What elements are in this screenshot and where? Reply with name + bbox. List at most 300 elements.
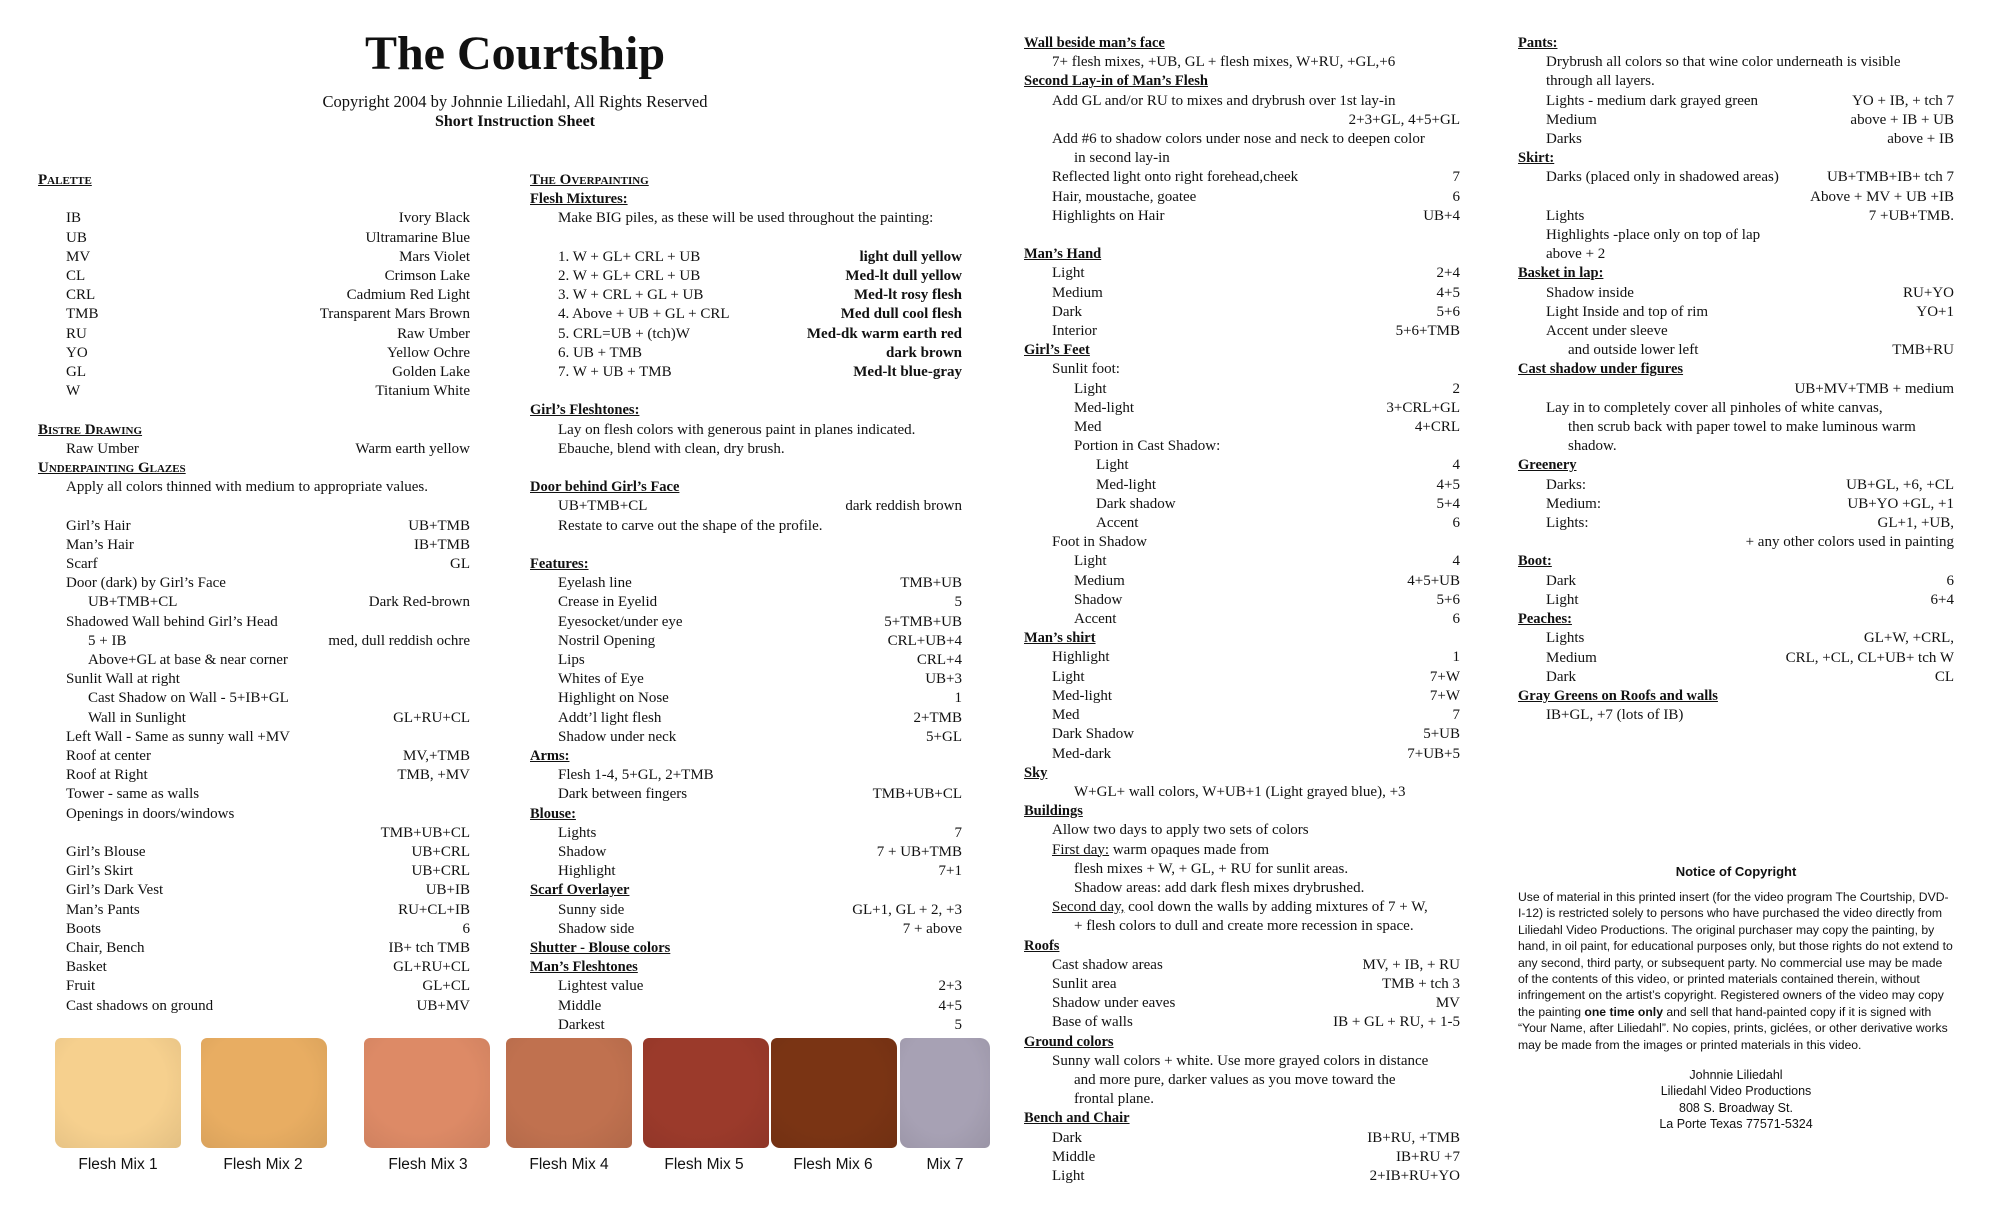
basket-row-label: Light Inside and top of rim [1546,303,1709,320]
bench-row-value: IB+RU +7 [1395,1148,1460,1165]
second-layin-heading: Second Lay-in of Man’s Flesh [1024,73,1208,90]
openings-line: Openings in doors/windows [66,805,235,822]
glaze-row [38,939,470,958]
glaze-row-label: Basket [66,959,107,976]
feature-row [530,689,962,708]
roof-row [1024,1013,1460,1032]
palette-row [38,344,470,363]
man-flesh-row [530,977,962,996]
foot-shadow-row-value: 4 [1452,553,1460,570]
bench-row-label: Middle [1052,1148,1096,1165]
second-row [1024,207,1460,226]
greenery-row-value: UB+YO +GL, +1 [1847,495,1954,512]
signature-name: Johnnie Liliedahl [1689,1068,1783,1083]
mix-row-value: Med-lt blue-gray [853,364,962,381]
blouse-row [530,862,962,881]
wall-line: 7+ flesh mixes, +UB, GL + flesh mixes, W+RU, +GL,+6 [1052,54,1396,71]
ground-line-2: and more pure, darker values as you move toward the [1074,1071,1396,1088]
mix-row-label: 3. W + CRL + GL + UB [558,287,704,304]
shadowed-wall-label: Shadowed Wall behind Girl’s Head [66,613,278,630]
feature-row-label: Addt’l light flesh [558,709,662,726]
palette-row-value: Raw Umber [397,325,470,342]
basket-row [1518,303,1954,322]
skirt-dark-row: Darks (placed only in shadowed areas) UB+TMB+IB+ tch 7 [1546,169,1954,186]
greenery-row-value: UB+GL, +6, +CL [1846,476,1954,493]
foot-shadow-label: Foot in Shadow [1052,534,1148,551]
swatch-label: Mix 7 [926,1156,964,1173]
second-day-label: Second day, [1052,899,1125,916]
glaze-row-value: UB+CRL [411,863,470,880]
roof-row-value: MV, + IB, + RU [1362,956,1460,973]
glaze-row-label: Girl’s Hair [66,517,131,534]
roof-row-value: MV [1435,995,1460,1012]
second-day-line: Second day, cool down the walls by adding mixtures of 7 + W, [1052,899,1428,916]
palette-row-value: Yellow Ochre [386,344,470,361]
glaze-row-value: GL+CL [422,978,470,995]
greenery-row [1518,514,1954,533]
above-gl-line: Above+GL at base & near corner [88,652,288,669]
swatch-label: Flesh Mix 4 [529,1156,609,1173]
blouse-row-value: 7+1 [938,863,962,880]
signature-city: La Porte Texas 77571-5324 [1659,1117,1813,1132]
sunlit-foot-row-label: Light [1074,380,1107,397]
hand-row-label: Dark [1052,303,1082,320]
glaze-row [38,997,470,1016]
palette-row [38,229,470,248]
swatch-flesh-mix-5 [643,1038,769,1148]
man-fleshtones-heading: Man’s Fleshtones [530,959,638,976]
palette-row-label: CRL [66,287,96,304]
roof-row [1024,975,1460,994]
signature-street: 808 S. Broadway St. [1679,1100,1793,1115]
feature-row-value: 1 [954,690,962,707]
bench-row-label: Light [1052,1167,1085,1184]
notice-emphasis: one time only [1584,1004,1663,1019]
bench-row-value: 2+IB+RU+YO [1369,1167,1460,1184]
palette-row [38,305,470,324]
man-flesh-row-value: 4+5 [938,997,962,1014]
cast-shadow-value: UB+MV+TMB + medium [1794,380,1954,397]
palette-row-value: Mars Violet [399,248,470,265]
foot-shadow-row-label: Shadow [1074,591,1123,608]
column-palette [38,171,470,1016]
peaches-row-value: CL [1934,668,1954,685]
feature-row-label: Lips [558,652,585,669]
greenery-extra: + any other colors used in painting [1745,534,1954,551]
portion-row [1024,476,1460,495]
glaze-row [38,862,470,881]
sunlit-foot-row-value: 3+CRL+GL [1386,399,1460,416]
man-flesh-row-value: 5 [954,1016,962,1033]
door-row: UB+TMB+CL dark reddish brown [558,498,962,515]
scarf-row-label: Sunny side [558,901,625,918]
portion-row [1024,495,1460,514]
bench-heading: Bench and Chair [1024,1110,1130,1127]
roof-row-label: Base of walls [1052,1014,1133,1031]
palette-row-label: MV [66,248,91,265]
skirt-lights-row: Lights 7 +UB+TMB. [1546,207,1954,224]
gray-greens-heading: Gray Greens on Roofs and walls [1518,687,1718,704]
glaze-row [38,517,470,536]
girl-fleshtones-heading: Girl’s Fleshtones: [530,402,640,419]
glaze-row-label: Chair, Bench [66,940,145,957]
shirt-row-label: Highlight [1052,649,1110,666]
mix-row [530,305,962,324]
swatch-flesh-mix-2 [201,1038,327,1148]
openings-value: TMB+UB+CL [380,824,470,841]
shirt-row-label: Med-light [1052,687,1112,704]
roof-row-value: TMB, +MV [397,767,470,784]
mix-row [530,325,962,344]
swatch-flesh-mix-6 [771,1038,897,1148]
notice-title: Notice of Copyright [1675,864,1797,879]
hand-row [1024,284,1460,303]
door-line: Restate to carve out the shape of the profile. [558,517,823,534]
glaze-row-value: UB+TMB [408,517,470,534]
pants-heading: Pants: [1518,35,1558,51]
arms-row: Dark between fingers TMB+UB+CL [558,786,962,803]
door-heading: Door behind Girl’s Face [530,479,680,496]
feature-row-label: Crease in Eyelid [558,594,658,611]
greenery-row-value: GL+1, +UB, [1877,515,1954,532]
ground-line-1: Sunny wall colors + white. Use more grayed colors in distance [1052,1052,1429,1069]
shirt-row [1024,706,1460,725]
feature-row [530,728,962,747]
girl-line-2: Ebauche, blend with clean, dry brush. [558,440,785,457]
palette-row-label: TMB [66,306,99,323]
palette-row [38,286,470,305]
glaze-row-value: RU+CL+IB [398,901,470,918]
palette-heading: Palette [38,172,92,188]
man-flesh-row-value: 2+3 [938,978,962,995]
glaze-row [38,901,470,920]
scarf-row-value: 7 + above [902,920,962,937]
feature-row-label: Highlight on Nose [558,690,669,707]
column-man [1024,34,1460,1186]
boot-row-label: Dark [1546,572,1576,589]
feature-row [530,651,962,670]
shirt-row-value: 5+UB [1423,726,1460,743]
second-row-value: 7 [1452,169,1460,186]
notice-signature [1518,1067,1954,1133]
greenery-row-label: Darks: [1546,476,1586,493]
hand-row [1024,303,1460,322]
palette-row-label: YO [66,344,88,361]
column-overpainting [530,171,962,1035]
blouse-heading: Blouse: [530,805,576,822]
hand-row-label: Light [1052,265,1085,282]
underpainting-heading: Underpainting Glazes [38,460,186,477]
feature-row-value: CRL+UB+4 [887,632,962,649]
sunlit-foot-row [1024,380,1460,399]
boot-row-label: Light [1546,591,1579,608]
blouse-row-value: 7 [954,824,962,841]
swatch-strip [38,1038,988,1178]
feature-row-label: Eyesocket/under eye [558,613,683,630]
feature-row-value: 5 [954,594,962,611]
feature-row [530,574,962,593]
mix-row-value: Med-lt dull yellow [845,268,962,284]
skirt-heading: Skirt: [1518,150,1555,167]
shadowed-wall-row: 5 + IB med, dull reddish ochre [88,632,470,649]
basket-heading: Basket in lap: [1518,265,1604,282]
peaches-row [1518,668,1954,687]
feature-row [530,632,962,651]
hand-row [1024,322,1460,341]
glaze-row-label: Boots [66,920,102,937]
pants-line-2: through all layers. [1546,73,1655,90]
feature-row-label: Shadow under neck [558,728,677,745]
hand-row-label: Medium [1052,284,1103,301]
mix-row-value: Med dull cool flesh [840,306,962,323]
pants-row [1518,111,1954,130]
palette-row-label: CL [66,268,86,284]
second-row [1024,188,1460,207]
shirt-heading: Man’s shirt [1024,630,1096,647]
peaches-row-label: Lights [1546,630,1585,647]
shirt-row-label: Med [1052,707,1080,724]
palette-row [38,363,470,382]
palette-row-value: Golden Lake [392,364,470,381]
portion-row-label: Accent [1096,515,1139,532]
bench-row [1024,1167,1460,1186]
flesh-intro: Make BIG piles, as these will be used throughout the painting: [558,210,934,227]
palette-row-value: Titanium White [375,383,470,400]
mix-row-value: Med-dk warm earth red [806,325,962,342]
palette-row [38,209,470,228]
portion-row-label: Light [1096,457,1129,474]
signature-company: Liliedahl Video Productions [1660,1084,1812,1099]
shirt-row-value: 7+UB+5 [1407,745,1460,762]
glaze-row-label: Man’s Pants [66,901,140,918]
cast-line-1: Lay in to completely cover all pinholes of white canvas, [1546,399,1883,416]
glaze-row [38,536,470,555]
shirt-row [1024,687,1460,706]
mix-row-label: 1. W + GL+ CRL + UB [558,248,701,265]
palette-row-label: RU [66,325,87,342]
man-flesh-row [530,1016,962,1035]
roof-row-value: IB + GL + RU, + 1-5 [1333,1014,1460,1031]
first-day-label: First day: [1052,841,1110,858]
flesh-mixes-line: flesh mixes + W, + GL, + RU for sunlit areas. [1074,860,1349,877]
greenery-row-label: Lights: [1546,515,1589,532]
scarf-row-value: GL+1, GL + 2, +3 [852,901,962,918]
wall-heading: Wall beside man’s face [1024,35,1165,51]
basket-row-value: RU+YO [1903,284,1954,301]
roof-row-value: TMB + tch 3 [1381,975,1460,992]
portion-row-value: 4 [1452,457,1460,474]
shirt-row-label: Dark Shadow [1052,726,1135,743]
cast-shadow-heading: Cast shadow under figures [1518,361,1684,378]
roof-row-label: Cast shadow areas [1052,956,1163,973]
wall-sunlight-row: Wall in Sunlight GL+RU+CL [88,709,470,726]
second-row-label: Reflected light onto right forehead,cheek [1052,169,1299,186]
mix-row-label: 5. CRL=UB + (tch)W [558,325,690,342]
greenery-heading: Greenery [1518,457,1577,474]
peaches-row-label: Dark [1546,668,1576,685]
sky-heading: Sky [1024,764,1048,781]
accent-row: and outside lower left TMB+RU [1568,342,1954,359]
man-flesh-row-label: Darkest [558,1016,605,1033]
portion-label: Portion in Cast Shadow: [1074,438,1221,455]
pants-row-label: Medium [1546,111,1597,128]
second-row-value: 6 [1452,188,1460,205]
shirt-row [1024,725,1460,744]
shirt-row [1024,648,1460,667]
foot-shadow-row-label: Medium [1074,572,1125,589]
door-row: UB+TMB+CL Dark Red-brown [88,594,470,611]
sunlit-foot-row-label: Med-light [1074,399,1134,416]
man-flesh-row-label: Middle [558,997,602,1014]
shirt-row-value: 7+W [1429,668,1460,685]
sunlit-foot-row-label: Med [1074,419,1102,436]
swatch-label: Flesh Mix 1 [78,1156,158,1173]
bistre-heading: Bistre Drawing [38,421,143,438]
scarf-row-label: Shadow side [558,920,635,937]
mix-row [530,267,962,286]
feature-row-value: 2+TMB [913,709,962,726]
glaze-row [38,881,470,900]
shadow-areas-line: Shadow areas: add dark flesh mixes drybrushed. [1074,879,1365,896]
boot-row [1518,572,1954,591]
pants-line-1: Drybrush all colors so that wine color underneath is visible [1546,54,1901,71]
palette-row-value: Ultramarine Blue [365,229,470,246]
palette-row [38,248,470,267]
palette-row-label: IB [66,210,81,227]
roof-row-label: Roof at center [66,748,151,765]
feature-row [530,613,962,632]
foot-shadow-row-value: 4+5+UB [1407,572,1460,589]
roof-row [1024,956,1460,975]
palette-row [38,382,470,401]
shirt-row-value: 1 [1452,649,1460,666]
foot-shadow-row-value: 5+6 [1436,591,1460,608]
glaze-row [38,977,470,996]
man-flesh-row-label: Lightest value [558,978,644,995]
scarf-row [530,901,962,920]
flesh-mixtures-heading: Flesh Mixtures: [530,191,628,208]
page-subtitle: Short Instruction Sheet [434,113,595,130]
bench-row-value: IB+RU, +TMB [1367,1129,1460,1146]
blouse-row [530,824,962,843]
second-layin-value: 2+3+GL, 4+5+GL [1348,111,1460,128]
sunlit-foot-row [1024,399,1460,418]
swatch-label: Flesh Mix 2 [223,1156,303,1173]
glaze-row-value: UB+IB [425,882,470,899]
glaze-row [38,958,470,977]
swatch-flesh-mix-1 [55,1038,181,1148]
add6-line-1: Add #6 to shadow colors under nose and neck to deepen color [1052,131,1425,148]
pants-row-value: YO + IB, + tch 7 [1852,92,1954,109]
glaze-row-label: Girl’s Skirt [66,863,134,880]
glaze-row [38,555,470,574]
pants-row-value: above + IB [1887,131,1954,148]
boot-row [1518,591,1954,610]
roof-row [38,747,470,766]
feature-row-value: 5+TMB+UB [884,613,962,630]
sunlit-foot-row [1024,418,1460,437]
portion-row-value: 5+4 [1436,495,1460,512]
peaches-row [1518,649,1954,668]
second-layin-line: Add GL and/or RU to mixes and drybrush over 1st lay-in [1052,92,1396,109]
feature-row-value: TMB+UB [900,575,962,592]
glaze-row-value: IB+TMB [414,536,470,553]
glaze-row-label: Girl’s Blouse [66,844,146,861]
blouse-row [530,843,962,862]
portion-row-value: 4+5 [1436,476,1460,493]
hand-row-label: Interior [1052,323,1097,340]
peaches-row-value: GL+W, +CRL, [1863,630,1954,647]
scarf-heading: Scarf Overlayer [530,882,630,899]
feature-row-label: Eyelash line [558,575,632,592]
foot-shadow-row [1024,572,1460,591]
glaze-row-value: 6 [462,920,470,937]
scarf-row [530,920,962,939]
copyright-notice [1518,864,1954,1133]
boot-heading: Boot: [1518,553,1552,570]
roof-row [38,766,470,785]
peaches-row-label: Medium [1546,649,1597,666]
peaches-heading: Peaches: [1518,611,1572,628]
peaches-row-value: CRL, +CL, CL+UB+ tch W [1785,649,1954,666]
page-title: The Courtship [364,27,666,80]
door-label: Door (dark) by Girl’s Face [66,575,226,592]
underpainting-intro: Apply all colors thinned with medium to appropriate values. [66,479,429,496]
tower-line: Tower - same as walls [66,786,200,803]
swatch-label: Flesh Mix 5 [664,1156,744,1173]
shutter-heading: Shutter - Blouse colors [530,940,671,957]
swatch-mix-7 [900,1038,990,1148]
bench-row [1024,1129,1460,1148]
blouse-row-label: Highlight [558,863,616,880]
feature-row-value: UB+3 [925,671,962,688]
foot-shadow-row [1024,552,1460,571]
mix-row-value: Med-lt rosy flesh [853,287,962,304]
palette-row [38,267,470,286]
shirt-row-value: 7 [1452,707,1460,724]
greenery-row [1518,476,1954,495]
palette-row-label: W [66,383,81,400]
glaze-row-label: Scarf [66,556,98,573]
left-wall-line: Left Wall - Same as sunny wall +MV [66,728,291,745]
roof-row-label: Sunlit area [1052,975,1117,992]
hand-heading: Man’s Hand [1024,246,1102,263]
flesh-colors-line: + flesh colors to dull and create more recession in space. [1074,918,1414,935]
feature-row-label: Nostril Opening [558,632,656,649]
mix-row [530,286,962,305]
allow-line: Allow two days to apply two sets of colors [1052,822,1309,839]
palette-row-value: Transparent Mars Brown [319,306,470,323]
cast-line-2: then scrub back with paper towel to make luminous warm [1568,419,1916,436]
second-row [1024,168,1460,187]
palette-row-label: GL [66,364,86,381]
pants-row-value: above + IB + UB [1850,111,1954,128]
arms-heading: Arms: [530,748,570,765]
foot-shadow-row [1024,591,1460,610]
boot-row-value: 6+4 [1930,591,1954,608]
foot-shadow-row-value: 6 [1452,611,1460,628]
roof-row-label: Roof at Right [66,767,148,784]
hand-row-value: 5+6+TMB [1395,323,1460,340]
shirt-row-value: 7+W [1429,687,1460,704]
feature-row-label: Whites of Eye [558,671,644,688]
portion-row-value: 6 [1452,515,1460,532]
feature-row-value: 5+GL [926,728,962,745]
portion-row [1024,514,1460,533]
bench-row-label: Dark [1052,1129,1082,1146]
peaches-row [1518,629,1954,648]
shirt-row-label: Med-dark [1052,745,1112,762]
